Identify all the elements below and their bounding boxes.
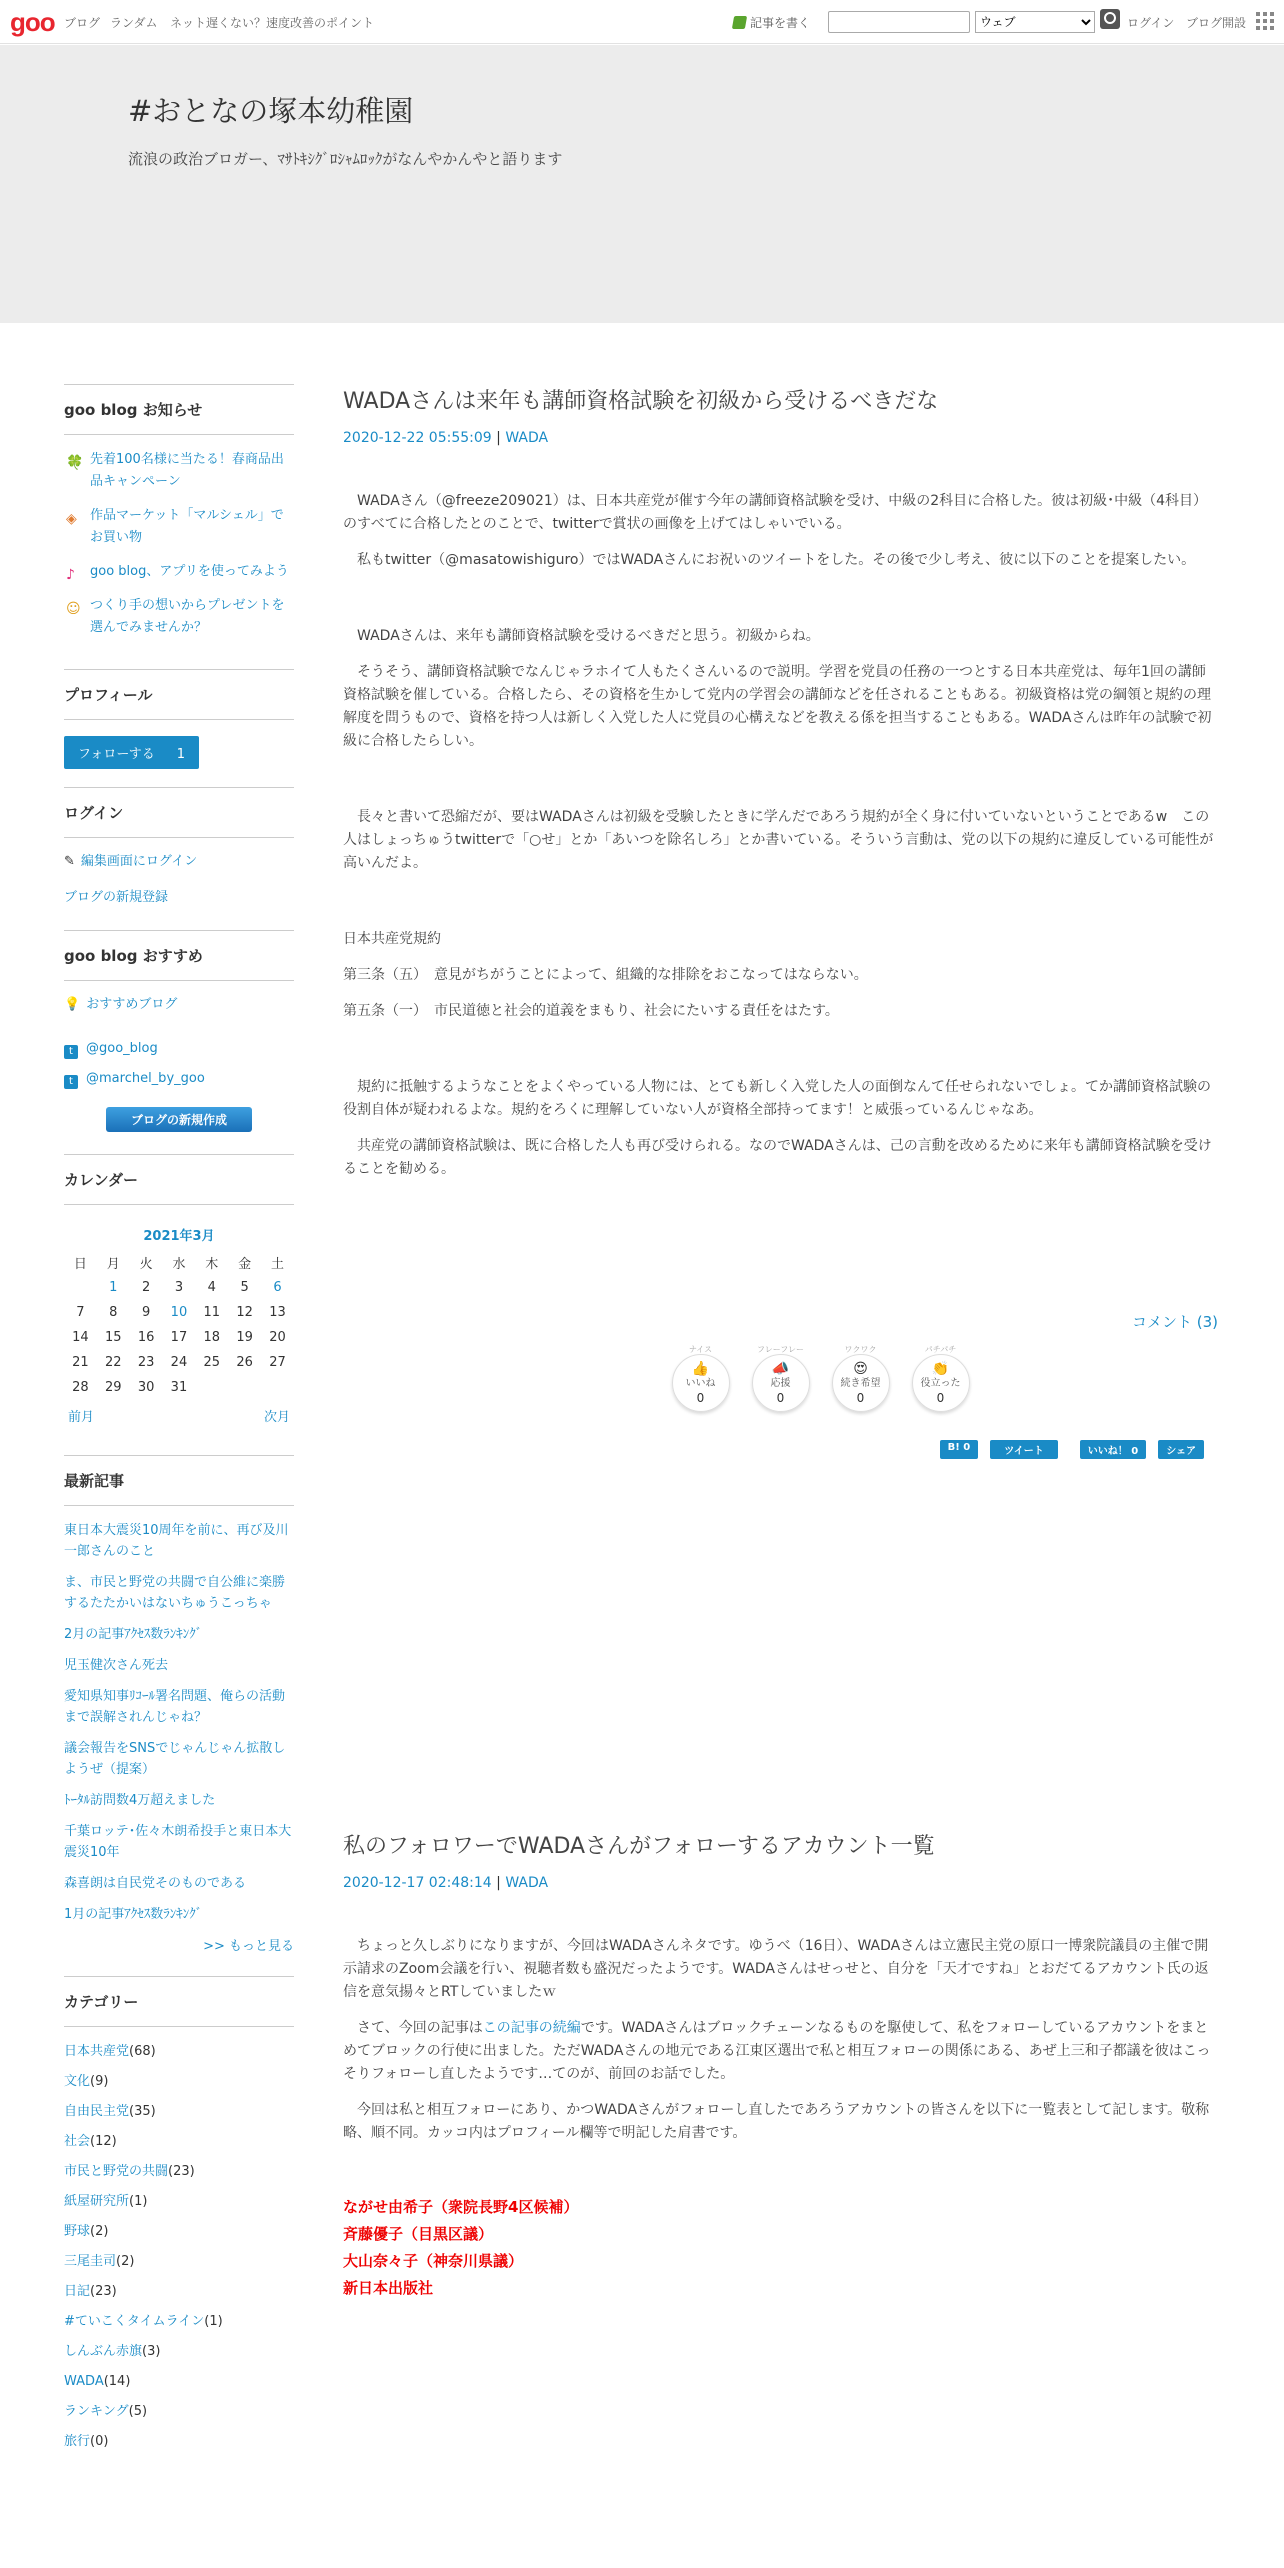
recent-item xyxy=(64,1686,294,1728)
category-item xyxy=(64,2071,294,2092)
calendar-month[interactable]: 2021年3月 xyxy=(143,1229,215,1244)
topbar-link-speed[interactable]: ネット遅くない？速度改善のポイント xyxy=(170,16,375,30)
calendar-day: 13 xyxy=(269,1305,286,1320)
recent-article-link[interactable]: 1月の記事ｱｸｾｽ数ﾗﾝｷﾝｸﾞ xyxy=(64,1907,203,1922)
osusume-blog-link[interactable]: おすすめブログ xyxy=(86,997,178,1012)
calendar-day xyxy=(64,1275,97,1300)
calendar-day: 4 xyxy=(207,1280,216,1295)
post-paragraph: 今回は私と相互フォローにあり、かつWADAさんがフォローし直したであろうアカウントの皆さんを以下に一覧表として記します。敬称略、順不同。カッコ内はプロフィール欄等で明記した肩書です。 xyxy=(343,2102,1210,2141)
notice-item[interactable] xyxy=(64,561,294,583)
paragraph-text: です。WADAさんはブロックチェーンなるものを駆使して、私をフォローしているアカウントをまとめてブロックの行使に出ました。ただWADAさんの地元である江東区選出で私と相互フォローの関係にある、あぜ上三和子都議を彼はこっそりフォローし直したようです…てのが、前回のお話でした。 xyxy=(343,2020,1211,2082)
category-item xyxy=(64,2341,294,2362)
search-button[interactable] xyxy=(1100,9,1120,29)
facebook-share-button[interactable]: シェア xyxy=(1158,1440,1204,1459)
calendar-day-link[interactable]: 1 xyxy=(109,1280,118,1295)
topbar-link-blog[interactable]: ブログ xyxy=(64,16,101,30)
post-paragraph: WADAさんは、来年も講師資格試験を受けるべきだと思う。初級からね。 xyxy=(357,628,820,644)
post-paragraph: 第五条（一） 市民道徳と社会的道義をまもり、社会にたいする責任をはたす。 xyxy=(343,1003,839,1019)
edit-login-link[interactable]: 編集画面にログイン xyxy=(80,854,198,869)
reaction-button[interactable] xyxy=(911,1344,971,1412)
calendar-week xyxy=(64,1375,294,1400)
megaphone-icon: 📣 xyxy=(771,1361,790,1377)
recent-article-link[interactable]: ま、市民と野党の共闘で自公維に楽勝するたたかいはないちゅうこっちゃ xyxy=(64,1575,286,1611)
reaction-buttons xyxy=(343,1344,1218,1412)
calendar-day: 21 xyxy=(72,1355,89,1370)
more-link[interactable]: >> もっと見る xyxy=(203,1939,294,1954)
calendar-day[interactable] xyxy=(97,1275,130,1300)
reaction-caption: パチパチ xyxy=(924,1345,957,1354)
reaction-count: 0 xyxy=(856,1391,865,1405)
calendar-weekday: 土 xyxy=(271,1257,285,1272)
category-count: (23) xyxy=(168,2164,195,2179)
diamond-icon: ◈ xyxy=(66,511,77,527)
post-paragraph: 長々と書いて恐縮だが、要はWADAさんは初級を受験したときに学んだであろう規約が全く身に付いていないということであるw この人はしょっちゅうtwitterで「○せ」とか「あいつを除名しろ」とか書いている。そういう言動は、党の以下の規約に違反している可能性が高いんだよ。 xyxy=(343,809,1214,871)
category-count: (35) xyxy=(129,2104,156,2119)
calendar-weekday: 木 xyxy=(205,1257,219,1272)
category-count: (1) xyxy=(129,2194,148,2209)
category-count: (14) xyxy=(103,2374,131,2389)
post-date[interactable]: 2020-12-17 02:48:14 xyxy=(343,1875,492,1891)
recent-item xyxy=(64,1520,294,1562)
thumbs-up-icon: 👍 xyxy=(691,1361,710,1377)
account-name: ながせ由希子（衆院長野4区候補） xyxy=(343,2198,579,2216)
post-body xyxy=(343,1935,1218,2302)
blog-description: 流浪の政治ブロガー、ﾏｻﾄｷｼｸﾞﾛｼｬﾑﾛｯｸがなんやかんやと語ります xyxy=(128,150,563,168)
category-item xyxy=(64,2191,294,2212)
post-title[interactable]: WADAさんは来年も講師資格試験を初級から受けるべきだな xyxy=(343,389,939,414)
recent-item xyxy=(64,1655,294,1676)
reaction-count: 0 xyxy=(776,1391,785,1405)
calendar-day: 7 xyxy=(76,1305,85,1320)
music-note-icon: ♪ xyxy=(66,567,75,583)
notice-link[interactable]: goo blog、アプリを使ってみよう xyxy=(90,564,289,579)
account-name: 大山奈々子（神奈川県議） xyxy=(343,2252,524,2270)
calendar-day xyxy=(195,1375,228,1400)
calendar-day[interactable] xyxy=(163,1300,196,1325)
profile-heading: プロフィール xyxy=(64,669,294,720)
comments-link[interactable]: コメント (3) xyxy=(1131,1313,1218,1331)
blog-title[interactable]: #おとなの塚本幼稚園 xyxy=(128,94,414,128)
category-link[interactable]: 市民と野党の共闘 xyxy=(64,2164,169,2179)
recent-list xyxy=(64,1520,294,1925)
category-count: (2) xyxy=(90,2224,109,2239)
calendar-day: 29 xyxy=(104,1380,122,1395)
calendar-day: 28 xyxy=(72,1380,89,1395)
calendar-day: 18 xyxy=(203,1330,221,1345)
category-link[interactable]: #ていこくタイムライン xyxy=(64,2314,205,2329)
hatena-bookmark-button[interactable]: B! 0 xyxy=(940,1440,979,1459)
pencil-icon xyxy=(732,16,747,29)
calendar-weekday: 火 xyxy=(139,1257,153,1272)
recent-item xyxy=(64,1904,294,1925)
calendar-day: 25 xyxy=(203,1355,221,1370)
calendar-day: 30 xyxy=(137,1380,155,1395)
calendar-day: 31 xyxy=(170,1380,188,1395)
recent-item xyxy=(64,1572,294,1614)
category-link[interactable]: 日記 xyxy=(64,2284,91,2299)
category-list xyxy=(64,2041,294,2452)
new-register-link[interactable]: ブログの新規登録 xyxy=(64,890,169,905)
calendar-next-link[interactable]: 次月 xyxy=(263,1410,290,1425)
category-link[interactable]: 日本共産党 xyxy=(64,2044,130,2059)
calendar-day-link[interactable]: 6 xyxy=(273,1280,282,1295)
blog-header xyxy=(0,45,1284,323)
calendar-day: 5 xyxy=(240,1280,249,1295)
category-link[interactable]: 旅行 xyxy=(64,2434,91,2449)
calendar-weekday: 水 xyxy=(172,1257,186,1272)
category-count: (3) xyxy=(142,2344,161,2359)
goo-logo[interactable]: goo xyxy=(10,7,55,37)
account-name: 斉藤優子（目黒区議） xyxy=(343,2225,494,2243)
category-count: (23) xyxy=(90,2284,117,2299)
reaction-circle[interactable] xyxy=(912,1354,970,1412)
category-link[interactable]: 野球 xyxy=(64,2224,91,2239)
category-link[interactable]: 自由民主党 xyxy=(64,2104,130,2119)
post-paragraph: 私もtwitter（@masatowishiguro）ではWADAさんにお祝いのツイートをした。その後で少し考え、彼に以下のことを提案したい。 xyxy=(357,552,1196,568)
category-link[interactable]: WADA xyxy=(64,2374,104,2389)
twitter-marchel-link[interactable]: @marchel_by_goo xyxy=(86,1071,205,1086)
open-blog-link[interactable]: ブログ開設 xyxy=(1186,16,1247,30)
meta-separator: | xyxy=(491,1875,506,1891)
sidebar xyxy=(64,384,294,2461)
calendar-day: 11 xyxy=(203,1305,221,1320)
topbar-link-random[interactable]: ランダム xyxy=(110,16,158,30)
write-article-link[interactable] xyxy=(733,14,810,31)
calendar-day: 9 xyxy=(141,1305,151,1320)
category-count: (2) xyxy=(116,2254,135,2269)
paragraph-text: さて、今回の記事は xyxy=(357,2020,483,2036)
post-paragraph: 日本共産党規約 xyxy=(343,931,441,947)
calendar-day: 17 xyxy=(170,1330,188,1345)
clover-icon: 🍀 xyxy=(66,455,84,471)
service-menu-icon[interactable] xyxy=(1256,12,1274,30)
category-item xyxy=(64,2131,294,2152)
calendar-day: 27 xyxy=(269,1355,286,1370)
post-category[interactable]: WADA xyxy=(505,430,549,446)
category-count: (9) xyxy=(90,2074,109,2089)
recent-item xyxy=(64,1738,294,1780)
recent-article-link[interactable]: 児玉健次さん死去 xyxy=(64,1658,169,1673)
top-bar xyxy=(0,0,1284,44)
calendar-heading: カレンダー xyxy=(64,1154,294,1205)
recent-item xyxy=(64,1790,294,1811)
clap-icon: 👏 xyxy=(931,1361,950,1377)
new-blog-button[interactable]: ブログの新規作成 xyxy=(106,1107,252,1132)
recent-item xyxy=(64,1873,294,1894)
account-name: 新日本出版社 xyxy=(343,2279,434,2297)
calendar-week xyxy=(64,1275,294,1300)
character-icon: ☺ xyxy=(66,601,81,617)
category-item xyxy=(64,2221,294,2242)
reaction-label: いいね xyxy=(685,1378,716,1389)
calendar-prev-link[interactable]: 前月 xyxy=(68,1410,95,1425)
category-item xyxy=(64,2401,294,2422)
reaction-count: 0 xyxy=(936,1391,945,1405)
calendar-day-link[interactable]: 10 xyxy=(170,1305,188,1320)
calendar-day: 24 xyxy=(170,1355,188,1370)
recent-article-link[interactable]: 2月の記事ｱｸｾｽ数ﾗﾝｷﾝｸﾞ xyxy=(64,1627,203,1642)
calendar-week xyxy=(64,1350,294,1375)
recent-article-link[interactable]: 議会報告をSNSでじゃんじゃん拡散しようぜ（提案） xyxy=(64,1741,286,1777)
category-count: (5) xyxy=(128,2404,148,2419)
calendar-day xyxy=(228,1375,261,1400)
calendar-week xyxy=(64,1300,294,1325)
recent-article-link[interactable]: ﾄｰﾀﾙ訪問数4万超えました xyxy=(64,1793,216,1808)
reaction-caption: ナイス xyxy=(688,1345,713,1354)
lightbulb-icon: 💡 xyxy=(64,997,81,1012)
notice-link[interactable]: 先着100名様に当たる！春商品出品キャンペーン xyxy=(90,452,284,489)
category-count: (0) xyxy=(90,2434,109,2449)
post-date[interactable]: 2020-12-22 05:55:09 xyxy=(343,430,492,446)
previous-article-link[interactable]: この記事の続編 xyxy=(482,2020,581,2036)
notice-link[interactable]: つくり手の想いからプレゼントを選んでみませんか？ xyxy=(90,598,285,635)
category-item xyxy=(64,2161,294,2182)
recent-article-link[interactable]: 森喜朗は自民党そのものである xyxy=(64,1876,247,1891)
calendar-day: 22 xyxy=(104,1355,122,1370)
post-paragraph: そうそう、講師資格試験でなんじゃラホイて人もたくさんいるので説明。学習を党員の任務の一つとする日本共産党は、毎年1回の講師資格試験を催している。合格したら、その資格を生かして党内の学習会の講師などを任されることもある。初級資格は党の綱領と規約の理解度を問うもので、資格を持つ人は新しく入党した人に党員の心構えなどを教える係を担当することもある。WADAさんは昨年の試験で初級に合格したらしい。 xyxy=(343,664,1212,749)
reaction-button[interactable] xyxy=(671,1344,731,1412)
calendar-day: 16 xyxy=(137,1330,155,1345)
notice-item[interactable] xyxy=(64,449,294,493)
calendar-day: 12 xyxy=(236,1305,253,1320)
reaction-button[interactable] xyxy=(751,1344,811,1412)
pen-icon: ✎ xyxy=(64,854,75,869)
category-item xyxy=(64,2281,294,2302)
reaction-label: 役立った xyxy=(920,1378,961,1389)
reaction-label: 応援 xyxy=(770,1378,791,1389)
facebook-like-button[interactable]: いいね！ 0 xyxy=(1080,1440,1146,1459)
twitter-icon: t xyxy=(64,1075,78,1089)
calendar-day xyxy=(261,1375,294,1400)
post-category[interactable]: WADA xyxy=(505,1875,549,1891)
excited-face-icon: 😍 xyxy=(853,1361,868,1377)
category-item xyxy=(64,2101,294,2122)
calendar-day: 19 xyxy=(236,1330,253,1345)
post-title[interactable]: 私のフォロワーでWADAさんがフォローするアカウント一覧 xyxy=(343,1834,935,1859)
account-list xyxy=(343,2194,1218,2302)
notice-list xyxy=(64,449,294,639)
post-paragraph: 第三条（五） 意見がちがうことによって、組織的な排除をおこなってはならない。 xyxy=(343,967,868,983)
reaction-circle[interactable] xyxy=(752,1354,810,1412)
recent-item xyxy=(64,1821,294,1863)
reaction-label: 続き希望 xyxy=(840,1378,881,1389)
login-link[interactable]: ログイン xyxy=(1127,16,1175,30)
calendar-week xyxy=(64,1325,294,1350)
calendar xyxy=(64,1219,294,1400)
reaction-circle[interactable] xyxy=(832,1354,890,1412)
reaction-caption: フレーフレー xyxy=(757,1345,804,1354)
post-paragraph: 共産党の講師資格試験は、既に合格した人も再び受けられる。なのでWADAさんは、己の言動を改めるために来年も講師資格試験を受けることを勧める。 xyxy=(343,1138,1212,1177)
twitter-goo-blog-link[interactable]: @goo_blog xyxy=(86,1041,158,1056)
category-link[interactable]: しんぶん赤旗 xyxy=(64,2344,143,2359)
post-paragraph: WADAさん（@freeze209021）は、日本共産党が催す今年の講師資格試験を受け、中級の2科目に合格した。彼は初級･中級（4科目）のすべてに合格したとのことで、twitterで賞状の画像を上げてはしゃいでいる。 xyxy=(343,493,1208,532)
write-article-label: 記事を書く xyxy=(750,16,811,30)
category-count: (1) xyxy=(204,2314,223,2329)
category-heading: カテゴリー xyxy=(64,1976,294,2027)
calendar-day: 15 xyxy=(104,1330,122,1345)
recent-article-link[interactable]: 愛知県知事ﾘｺｰﾙ署名問題、俺らの活動まで誤解されんじゃね？ xyxy=(64,1689,286,1725)
category-count: (68) xyxy=(129,2044,156,2059)
reaction-circle[interactable] xyxy=(672,1354,730,1412)
share-bar xyxy=(343,1440,1218,1459)
calendar-day[interactable] xyxy=(261,1275,294,1300)
notice-heading: goo blog お知らせ xyxy=(64,384,294,435)
calendar-day: 14 xyxy=(72,1330,89,1345)
notice-item[interactable] xyxy=(64,505,294,549)
calendar-day: 2 xyxy=(141,1280,151,1295)
category-item xyxy=(64,2311,294,2332)
follow-label: フォローする xyxy=(78,747,155,762)
recent-article-link[interactable]: 千葉ロッテ･佐々木朗希投手と東日本大震災10年 xyxy=(64,1824,292,1860)
calendar-day: 23 xyxy=(137,1355,155,1370)
calendar-weekday: 月 xyxy=(106,1257,120,1272)
twitter-icon: t xyxy=(64,1045,78,1059)
category-link[interactable]: 紙屋研究所 xyxy=(64,2194,130,2209)
post-paragraph: 規約に抵触するようなことをよくやっている人物には、とても新しく入党した人の面倒なんて任せられないでしょ。てか講師資格試験の役割自体が疑われるよな。規約をろくに理解していない人が資格全部持ってます！と威張っているんじゃなあ。 xyxy=(343,1079,1211,1118)
notice-link[interactable]: 作品マーケット「マルシェル」でお買い物 xyxy=(90,508,284,545)
post-body xyxy=(343,490,1218,1181)
category-count: (12) xyxy=(90,2134,117,2149)
post-paragraph: ちょっと久しぶりになりますが、今回はWADAさんネタです。ゆうべ（16日）、WADAさんは立憲民主党の原口一博衆院議員の主催で開示請求のZoom会議を行い、視聴者数も盛況だったようです。WADAさんはせっせと、自分を「天才ですね」とおだてるアカウント氏の返信を意気揚々とRTしていましたｗ xyxy=(343,1938,1209,2000)
reaction-caption: ワクワク xyxy=(844,1345,877,1354)
post-paragraph xyxy=(343,2017,1218,2086)
recent-article-link[interactable]: 東日本大震災10周年を前に、再び及川一郎さんのこと xyxy=(64,1523,289,1559)
category-link[interactable]: 文化 xyxy=(64,2074,91,2089)
reaction-count: 0 xyxy=(696,1391,705,1405)
search-input[interactable] xyxy=(828,11,970,33)
calendar-day: 3 xyxy=(174,1280,184,1295)
meta-separator: | xyxy=(491,430,506,446)
category-link[interactable]: 社会 xyxy=(64,2134,91,2149)
follow-button[interactable] xyxy=(64,736,199,769)
calendar-weekday: 金 xyxy=(238,1257,252,1272)
recent-item xyxy=(64,1624,294,1645)
calendar-day: 26 xyxy=(236,1355,253,1370)
main-content xyxy=(343,384,1218,2302)
follow-count: 1 xyxy=(176,747,185,762)
category-item xyxy=(64,2041,294,2062)
category-link[interactable]: 三尾圭司 xyxy=(64,2254,117,2269)
reaction-button[interactable] xyxy=(831,1344,891,1412)
calendar-weekday: 日 xyxy=(73,1257,87,1272)
calendar-day: 8 xyxy=(109,1305,118,1320)
tweet-button[interactable]: ツイート xyxy=(990,1440,1058,1459)
category-item xyxy=(64,2371,294,2392)
category-item xyxy=(64,2251,294,2272)
login-heading: ログイン xyxy=(64,787,294,838)
category-link[interactable]: ランキング xyxy=(64,2404,129,2419)
search-scope-select[interactable] xyxy=(975,11,1095,33)
calendar-day: 20 xyxy=(269,1330,286,1345)
notice-item[interactable] xyxy=(64,595,294,639)
category-item xyxy=(64,2431,294,2452)
recent-heading: 最新記事 xyxy=(64,1455,294,1506)
recommend-heading: goo blog おすすめ xyxy=(64,930,294,981)
